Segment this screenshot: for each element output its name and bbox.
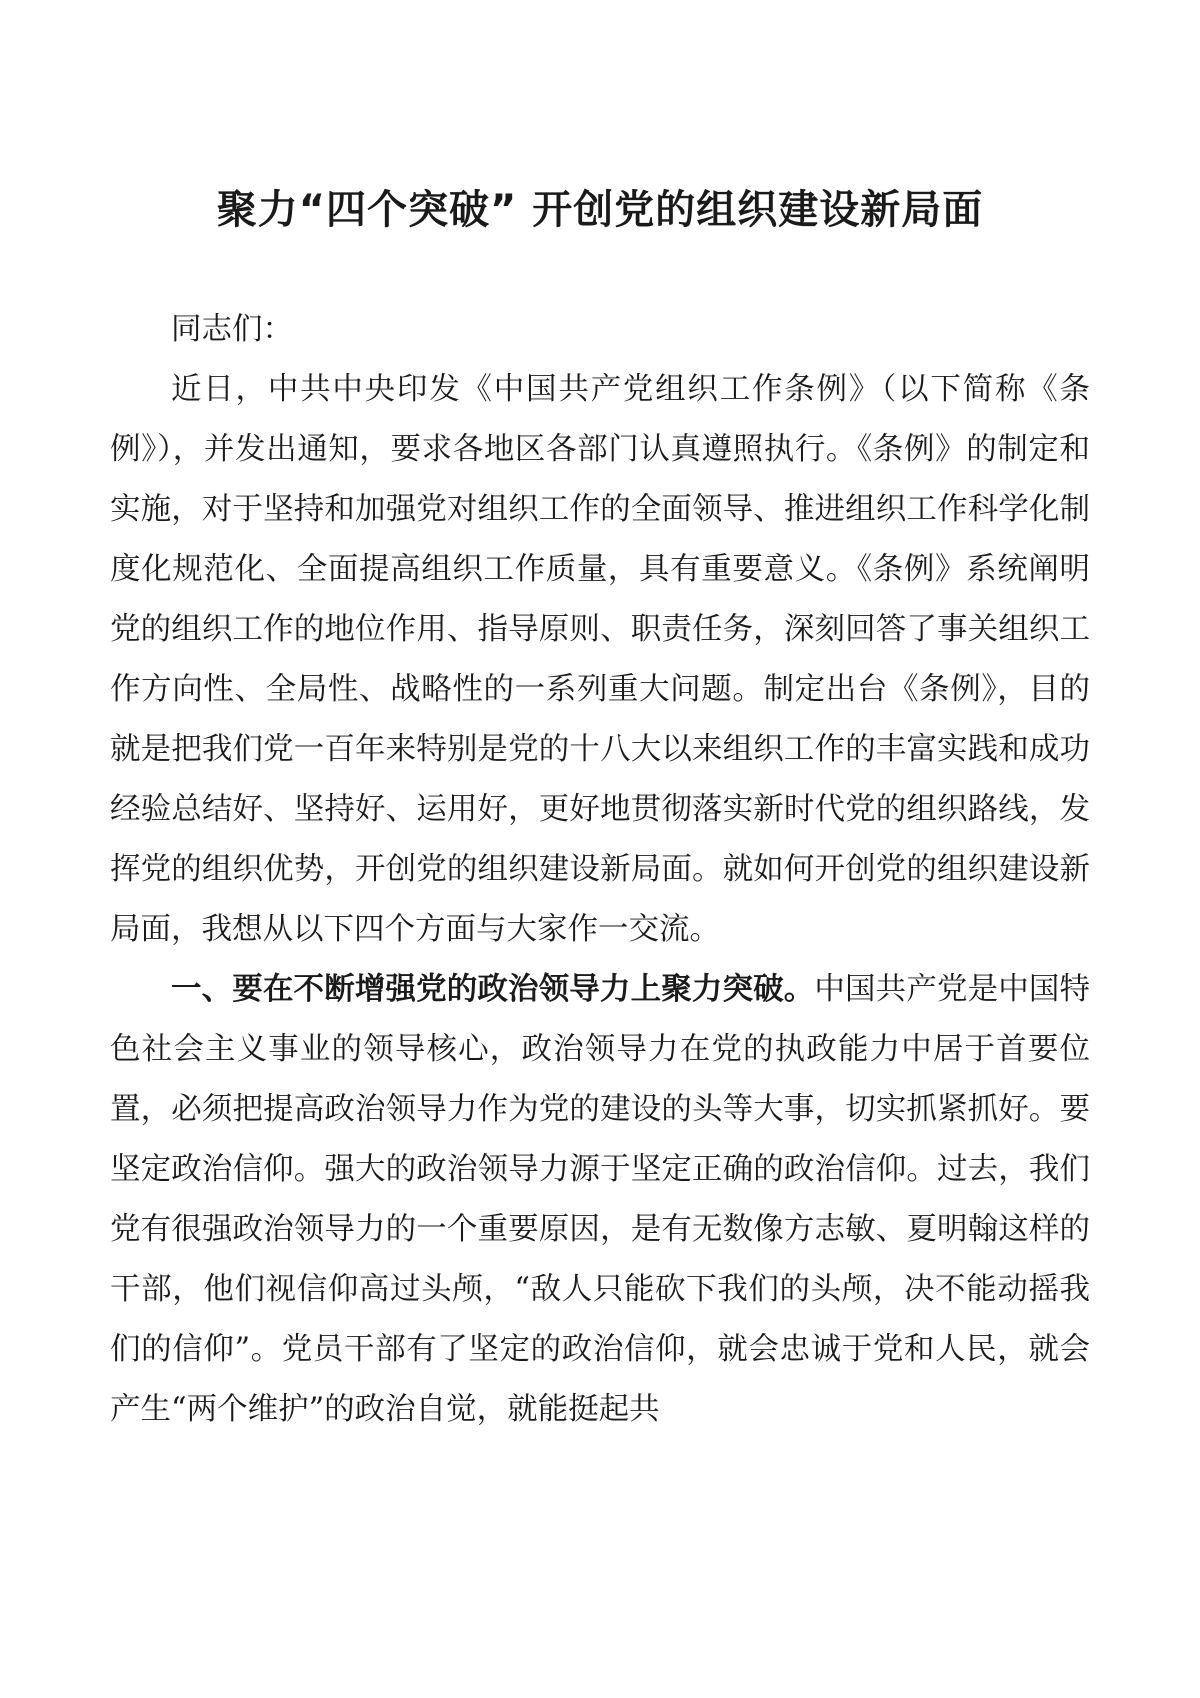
section-heading: 一、要在不断增强党的政治领导力上聚力突破。 [171,972,815,1007]
salutation: 同志们： [171,312,293,347]
document-body [110,300,1090,1440]
paragraph-intro: 近日，中共中央印发《中国共产党组织工作条例》（以下简称《条例》），并发出通知，要求各地区各部门认真遵照执行。《条例》的制定和实施，对于坚持和加强党对组织工作的全面领导、推进组织工作科学化制度化规范化、全面提高组织工作质量，具有重要意义。《条例》系统阐明党的组织工作的地位作用、指导原则、职责任务，深刻回答了事关组织工作方向性、全局性、战略性的一系列重大问题。制定出台《条例》，目的就是把我们党一百年来特别是党的十八大以来组织工作的丰富实践和成功经验总结好、坚持好、运用好，更好地贯彻落实新时代党的组织路线，发挥党的组织优势，开创党的组织建设新局面。就如何开创党的组织建设新局面，我想从以下四个方面与大家作一交流。 [110,372,1090,947]
document-title: 聚力“四个突破” 开创党的组织建设新局面 [216,187,984,233]
section-text: 中国共产党是中国特色社会主义事业的领导核心，政治领导力在党的执政能力中居于首要位置，必须把提高政治领导力作为党的建设的头等大事，切实抓紧抓好。要坚定政治信仰。强大的政治领导力源于坚定正确的政治信仰。过去，我们党有很强政治领导力的一个重要原因，是有无数像方志敏、夏明翰这样的干部，他们视信仰高过头颅，“敌人只能砍下我们的头颅，决不能动摇我们的信仰”。党员干部有了坚定的政治信仰，就会忠诚于党和人民，就会产生“两个维护”的政治自觉，就能挺起共 [110,972,1091,1427]
paragraph-section-1 [110,960,1090,1440]
